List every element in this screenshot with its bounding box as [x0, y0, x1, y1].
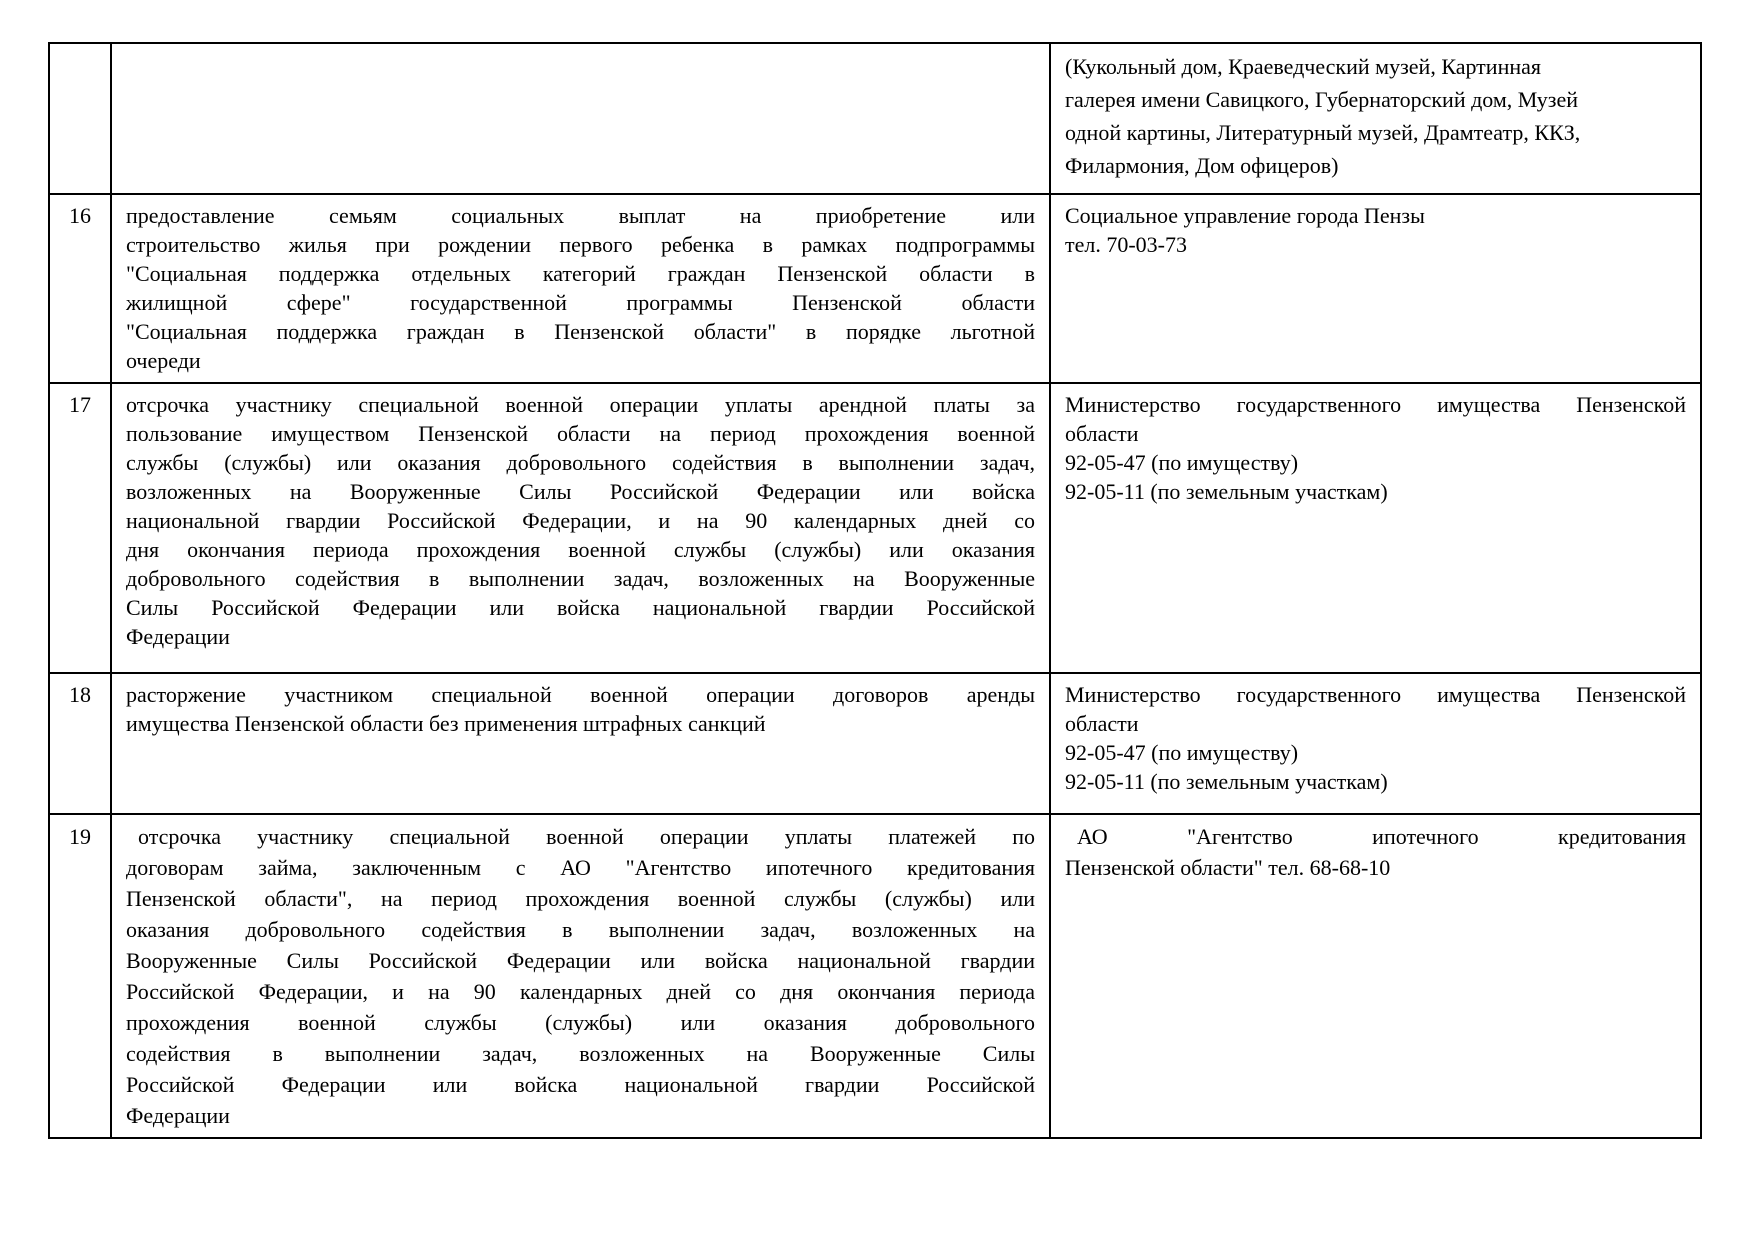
measure-cell	[111, 814, 1050, 1138]
contact-text: Социальное управление города Пензы тел. 70-03-73	[1065, 203, 1425, 257]
support-measures-table	[48, 42, 1702, 1139]
table-row-17	[49, 383, 1701, 673]
contact-cell	[1050, 814, 1701, 1138]
contact-cell	[1050, 194, 1701, 383]
contact-text: (Кукольный дом, Краеведческий музей, Картинная галерея имени Савицкого, Губернаторский дом, Музей одной картины, Литературный музей, Драмтеатр, ККЗ, Филармония, Дом офицеров)	[1065, 54, 1581, 178]
contact-cell	[1050, 383, 1701, 673]
measure-text: предоставление семьям социальных выплат на приобретение или строительство жилья при рождении первого ребенка в рамках подпрограммы "Социальная поддержка отдельных категорий граждан Пензенской области в жилищной сфере" государственной программы Пензенской области "Социальная поддержка граждан в Пензенской области" в порядке льготной очереди	[126, 203, 1035, 373]
table-row-18	[49, 673, 1701, 814]
measure-text: расторжение участником специальной военной операции договоров аренды имущества Пензенской области без применения штрафных санкций	[126, 682, 1035, 736]
table-row-16	[49, 194, 1701, 383]
row-number-cell: 17	[49, 383, 111, 673]
row-number-cell	[49, 43, 111, 194]
measure-cell	[111, 383, 1050, 673]
contact-cell	[1050, 673, 1701, 814]
contact-phone-lines: 92-05-47 (по имуществу) 92-05-11 (по земельным участкам)	[1065, 740, 1388, 794]
contact-org-name: АО "Агентство ипотечного кредитования Пензенской области" тел. 68-68-10	[1065, 824, 1686, 880]
row-number-cell: 19	[49, 814, 111, 1138]
contact-cell	[1050, 43, 1701, 194]
measure-text: отсрочка участнику специальной военной операции уплаты платежей по договорам займа, заключенным с АО "Агентство ипотечного кредитования Пензенской области", на период прохождения военной службы (службы) или оказания добровольного содействия в выполнении задач, возложенных на Вооруженные Силы Российской Федерации или войска национальной гвардии Российской Федерации, и на 90 календарных дней со дня окончания периода прохождения военной службы (службы) или оказания добровольного содействия в выполнении задач, возложенных на Вооруженные Силы Российской Федерации или войска национальной гвардии Российской Федерации	[126, 824, 1035, 1128]
contact-org-name: Министерство государственного имущества Пензенской области	[1065, 392, 1686, 446]
contact-phone-lines: 92-05-47 (по имуществу) 92-05-11 (по земельным участкам)	[1065, 450, 1388, 504]
contact-org-name: Министерство государственного имущества Пензенской области	[1065, 682, 1686, 736]
measure-cell	[111, 673, 1050, 814]
measure-cell	[111, 194, 1050, 383]
table-row-continued	[49, 43, 1701, 194]
measure-text: отсрочка участнику специальной военной операции уплаты арендной платы за пользование имуществом Пензенской области на период прохождения военной службы (службы) или оказания добровольного содействия в выполнении задач, возложенных на Вооруженные Силы Российской Федерации или войска национальной гвардии Российской Федерации, и на 90 календарных дней со дня окончания периода прохождения военной службы (службы) или оказания добровольного содействия в выполнении задач, возложенных на Вооруженные Силы Российской Федерации или войска национальной гвардии Российской Федерации	[126, 392, 1035, 649]
table-row-19	[49, 814, 1701, 1138]
row-number-cell: 16	[49, 194, 111, 383]
row-number-cell: 18	[49, 673, 111, 814]
measure-cell	[111, 43, 1050, 194]
